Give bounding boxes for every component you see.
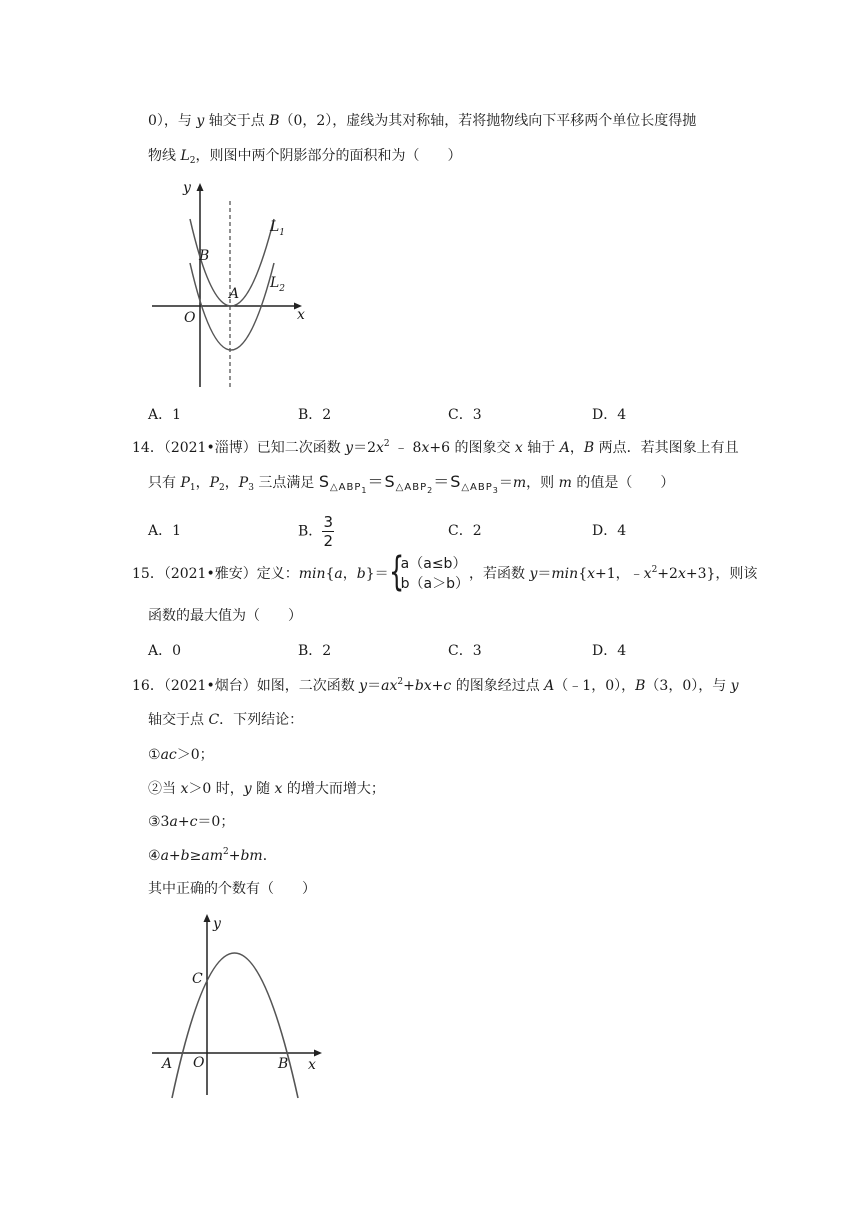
q16-conclusion-4: $④a+b\ge am^2+bm$． (148, 847, 277, 864)
q14-option-a[interactable]: A．1 (148, 523, 182, 539)
q13-label-y: y (183, 180, 191, 196)
q14-area-equation: $S_{\triangle ABP_1}=S_{\triangle ABP_2}=S_{\triangle ABP_3}$ (318, 472, 499, 495)
q15-piecewise: { a（a≤b） b（a＞b） (388, 549, 470, 595)
q14-option-d[interactable]: D．4 (592, 523, 627, 539)
q16-conclusion-2: ②当 x＞0 时，y 随 x 的增大而增大； (148, 781, 385, 797)
q13-label-B: B (199, 248, 210, 264)
q16-label-x: x (308, 1057, 316, 1073)
q14-line1: 14．（2021•淄博）已知二次函数 $y=2x^2$ ﹣ 8x+6 的图象交 x 轴于 A，B 两点．若其图象上有且 (132, 439, 739, 456)
q15-number: 15． (132, 566, 164, 582)
q13-option-a[interactable]: A．1 (148, 407, 182, 423)
q15-line2: 函数的最大值为（ ） (148, 608, 302, 624)
q13-label-A: A (229, 286, 240, 302)
q13-label-L2: $L_2$ (270, 275, 286, 294)
q13-y-arrow (197, 183, 204, 191)
q16-label-y: y (213, 916, 221, 932)
q16-figure (150, 910, 340, 1100)
q14-option-b[interactable]: B． $\frac{3}{2}$ (298, 513, 334, 550)
q13-label-O: O (184, 310, 196, 326)
q14-option-c[interactable]: C．2 (448, 523, 482, 539)
q13-option-d[interactable]: D．4 (592, 407, 627, 423)
q16-line1: 16．（2021•烟台）如图，二次函数 $y=ax^2+bx+c$ 的图象经过点 A（﹣1，0），B（3，0），与 y (132, 677, 739, 694)
q16-line2: 轴交于点 C．下列结论： (148, 712, 304, 728)
q15-option-b[interactable]: B．2 (298, 643, 332, 659)
q13-option-c[interactable]: C．3 (448, 407, 482, 423)
q14-source: （2021•淄博） (163, 440, 257, 456)
q16-conclusion-1: ①ac＞0； (148, 747, 214, 763)
q14-number: 14． (132, 440, 164, 456)
q13-line2: 物线 $L_2$，则图中两个阴影部分的面积和为（ ） (148, 148, 462, 166)
q16-label-C: C (192, 971, 203, 987)
q16-label-A: A (162, 1056, 173, 1072)
q15-source: （2021•雅安） (163, 566, 257, 582)
q16-source: （2021•烟台） (163, 678, 257, 694)
q16-parabola (172, 953, 298, 1098)
q15-option-d[interactable]: D．4 (592, 643, 627, 659)
q13-figure (150, 175, 315, 390)
q15-option-a[interactable]: A．0 (148, 643, 182, 659)
q15-option-c[interactable]: C．3 (448, 643, 482, 659)
q13-line1: 0），与 y 轴交于点 B（0，2），虚线为其对称轴，若将抛物线向下平移两个单位长度得抛 (148, 113, 697, 129)
q16-x-arrow (314, 1050, 322, 1057)
q13-option-b[interactable]: B．2 (298, 407, 332, 423)
q14-line2: 只有 $P_1$，$P_2$，$P_3$ 三点满足 $S_{\triangle ABP_1}=S_{\triangle ABP_2}=S_{\triangle ABP_3}=m$，则 m 的值是（ ） (148, 472, 675, 495)
q14-option-b-fraction: $\frac{3}{2}$ (323, 513, 334, 550)
q15-line1: 15．（2021•雅安）定义：min{a，b}＝ { a（a≤b） b（a＞b） ，若函数 y＝min{x+1，$﹣x^2+2x+3$}，则该 (132, 549, 758, 595)
q16-label-B: B (278, 1056, 289, 1072)
q16-question: 其中正确的个数有（ ） (148, 881, 316, 897)
q16-conclusion-3: ③3a+c＝0； (148, 814, 235, 830)
q16-label-O: O (193, 1055, 205, 1071)
q16-y-arrow (204, 914, 211, 922)
q13-label-x: x (297, 307, 305, 323)
q13-label-L1: $L_1$ (270, 219, 286, 238)
q16-number: 16． (132, 678, 164, 694)
